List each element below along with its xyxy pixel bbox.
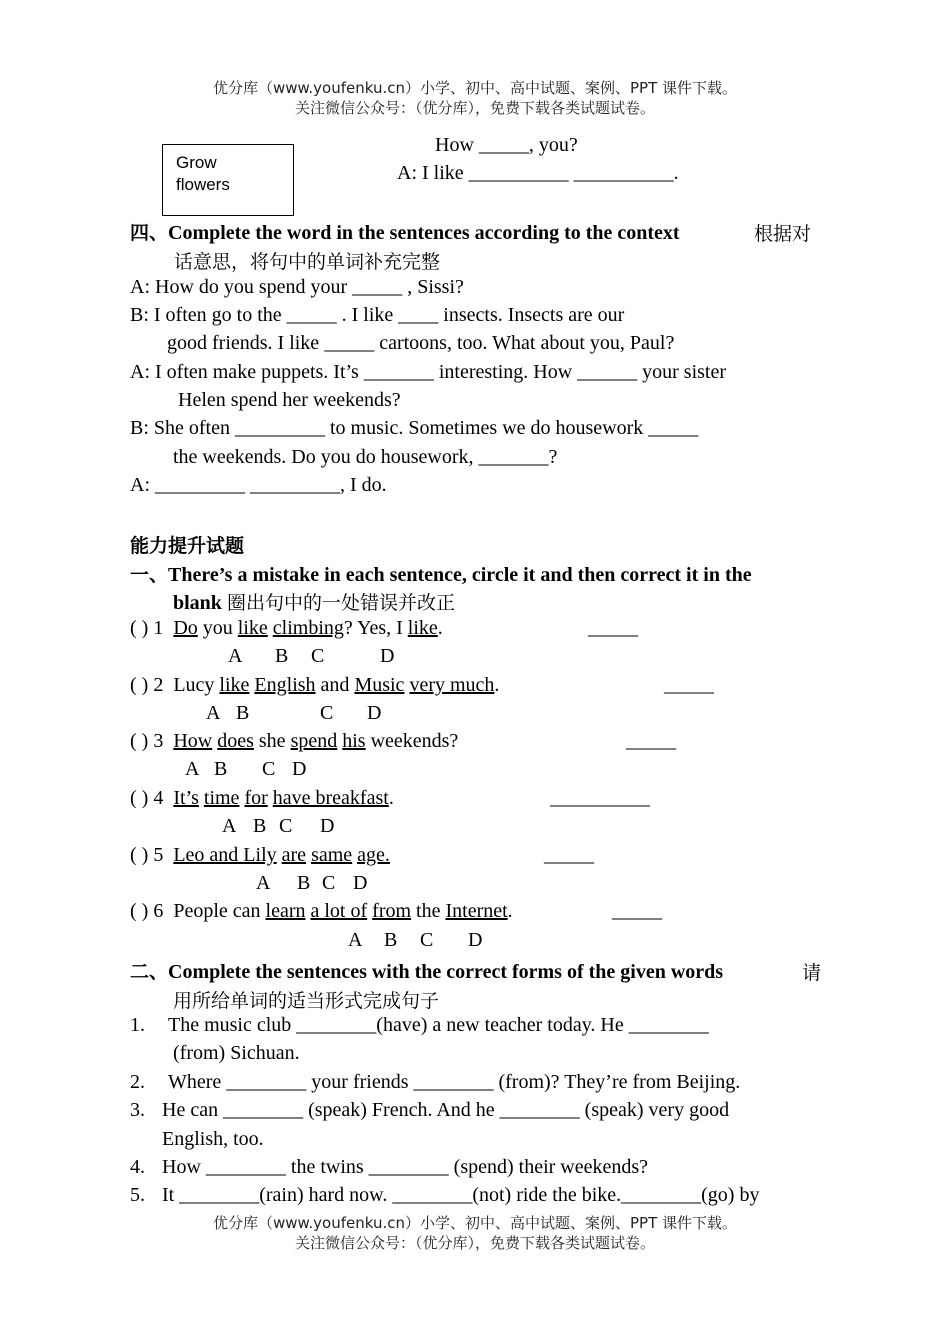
question-6 — [130, 900, 513, 923]
text-seg: Lucy — [173, 674, 220, 696]
footer-line-2: 关注微信公众号：（优分库），免费下载各类试题试卷。 — [294, 1234, 655, 1252]
option-d: very much — [409, 674, 495, 696]
letter-a: A — [348, 929, 363, 951]
part1-num: 一、 — [130, 564, 169, 586]
letter-b: B — [384, 929, 398, 951]
option-c: for — [244, 787, 268, 809]
question-num: ( ) 3 — [130, 730, 164, 752]
letter-b: B — [253, 815, 267, 837]
option-a: like — [219, 674, 250, 696]
question-num: ( ) 4 — [130, 787, 164, 809]
letter-c: C — [311, 645, 325, 667]
exercise-line: The music club ________(have) a new teacher today. He ________ — [168, 1014, 709, 1036]
part1-title-en1: There’s a mistake in each sentence, circle it and then correct it in the — [168, 564, 752, 586]
answer-blank: __________ — [550, 787, 650, 809]
text-seg: weekends? — [365, 730, 459, 752]
letter-b: B — [236, 702, 250, 724]
text-seg: People can — [173, 900, 266, 922]
part2-title — [130, 957, 723, 984]
option-d: age. — [357, 844, 390, 866]
letter-c: C — [279, 815, 293, 837]
option-d: like — [407, 617, 438, 639]
section4-num: 四、 — [130, 222, 169, 244]
question-5 — [130, 844, 390, 867]
exercise-num: 1. — [130, 1014, 145, 1036]
option-d: his — [342, 730, 366, 752]
letter-d: D — [320, 815, 335, 837]
exercise-num: 3. — [130, 1099, 145, 1121]
section4-title-cn1: 根据对 — [754, 223, 812, 245]
option-a: Leo and Lily — [173, 844, 277, 866]
letter-d: D — [353, 872, 368, 894]
question-num: ( ) 2 — [130, 674, 164, 696]
dialog-line: A: How do you spend your _____ , Sissi? — [130, 276, 464, 298]
option-b: are — [281, 844, 307, 866]
question-1 — [130, 617, 443, 640]
letter-d: D — [292, 758, 307, 780]
section4-title-en: Complete the word in the sentences according to the context — [168, 222, 680, 244]
dialog-line: Helen spend her weekends? — [178, 389, 401, 411]
section4-title — [130, 218, 680, 245]
option-d: have breakfast — [272, 787, 389, 809]
question-num: ( ) 6 — [130, 900, 164, 922]
exercise-num: 2. — [130, 1071, 145, 1093]
part1-title-cn: 圈出句中的一处错误并改正 — [226, 592, 455, 614]
footer-line-1: 优分库（www.youfenku.cn）小学、初中、高中试题、案例、PPT 课件下载。 — [212, 1214, 738, 1232]
part2-title-en: Complete the sentences with the correct forms of the given words — [168, 961, 724, 983]
letter-b: B — [275, 645, 289, 667]
box-line-1: Grow — [176, 153, 217, 172]
part1-title — [130, 560, 752, 587]
exercise-line: Where ________ your friends ________ (from)? They’re from Beijing. — [168, 1071, 741, 1093]
letter-a: A — [228, 645, 243, 667]
exercise-line: How ________ the twins ________ (spend) their weekends? — [162, 1156, 649, 1178]
picture-box — [162, 144, 294, 216]
text-seg: she — [253, 730, 291, 752]
text-seg: and — [315, 674, 355, 696]
dialog-line: B: She often _________ to music. Sometimes we do housework _____ — [130, 417, 699, 439]
letter-c: C — [320, 702, 334, 724]
section4-title-cn2: 话意思，将句中的单词补充完整 — [174, 251, 441, 273]
header-line-2: 关注微信公众号：（优分库），免费下载各类试题试卷。 — [294, 99, 655, 117]
text-seg: the — [411, 900, 446, 922]
exercise-num: 4. — [130, 1156, 145, 1178]
text-seg: . — [507, 900, 513, 922]
option-c: from — [372, 900, 412, 922]
letter-b: B — [297, 872, 311, 894]
letter-c: C — [262, 758, 276, 780]
exercise-num: 5. — [130, 1184, 145, 1206]
answer-blank: _____ — [626, 730, 676, 752]
option-c: same — [311, 844, 353, 866]
option-d: Internet — [445, 900, 508, 922]
exercise-line: (from) Sichuan. — [173, 1042, 300, 1064]
option-a: learn — [265, 900, 306, 922]
letter-d: D — [468, 929, 483, 951]
option-b: English — [254, 674, 316, 696]
dialog-line: the weekends. Do you do housework, _______? — [173, 446, 558, 468]
ability-title: 能力提升试题 — [130, 535, 245, 557]
question-3 — [130, 730, 458, 753]
option-c: spend — [290, 730, 338, 752]
exercise-line: It ________(rain) hard now. ________(not) ride the bike.________(go) by — [162, 1184, 760, 1206]
text-seg: . — [494, 674, 500, 696]
letter-d: D — [367, 702, 382, 724]
option-c: Music — [354, 674, 405, 696]
letter-d: D — [380, 645, 395, 667]
dialog-line: B: I often go to the _____ . I like ____ insects. Insects are our — [130, 304, 625, 326]
answer-blank: _____ — [612, 900, 662, 922]
dialog-line: A: I often make puppets. It’s _______ interesting. How ______ your sister — [130, 361, 727, 383]
option-b: time — [203, 787, 240, 809]
option-a: Do — [173, 617, 198, 639]
option-b: like — [237, 617, 268, 639]
option-c: climbing — [272, 617, 344, 639]
option-b: a lot of — [310, 900, 368, 922]
part2-title-cn2: 用所给单词的适当形式完成句子 — [173, 990, 440, 1012]
part2-title-cn1: 请 — [802, 962, 822, 984]
question-num: ( ) 1 — [130, 617, 164, 639]
letter-a: A — [206, 702, 221, 724]
option-a: It’s — [173, 787, 199, 809]
question-2 — [130, 674, 499, 697]
dialog-question: How _____, you? — [435, 134, 578, 156]
part1-title-en2: blank — [173, 592, 222, 614]
letter-c: C — [322, 872, 336, 894]
letter-a: A — [256, 872, 271, 894]
question-num: ( ) 5 — [130, 844, 164, 866]
text-seg: you — [197, 617, 238, 639]
box-line-2: flowers — [176, 175, 230, 194]
dialog-line: A: _________ _________, I do. — [130, 474, 387, 496]
dialog-answer: A: I like __________ __________. — [397, 162, 679, 184]
part1-title-2 — [173, 588, 455, 615]
text-seg: ? Yes, I — [343, 617, 408, 639]
option-b: does — [217, 730, 254, 752]
option-a: How — [173, 730, 213, 752]
question-4 — [130, 787, 394, 810]
dialog-line: good friends. I like _____ cartoons, too. What about you, Paul? — [167, 332, 675, 354]
text-seg: . — [437, 617, 443, 639]
letter-a: A — [185, 758, 200, 780]
exercise-line: English, too. — [162, 1128, 264, 1150]
answer-blank: _____ — [544, 844, 594, 866]
part2-num: 二、 — [130, 961, 169, 983]
letter-a: A — [222, 815, 237, 837]
answer-blank: _____ — [664, 674, 714, 696]
text-seg: . — [388, 787, 394, 809]
header-line-1: 优分库（www.youfenku.cn）小学、初中、高中试题、案例、PPT 课件下载。 — [212, 79, 738, 97]
exercise-line: He can ________ (speak) French. And he ________ (speak) very good — [162, 1099, 730, 1121]
letter-c: C — [420, 929, 434, 951]
letter-b: B — [214, 758, 228, 780]
answer-blank: _____ — [588, 617, 638, 639]
